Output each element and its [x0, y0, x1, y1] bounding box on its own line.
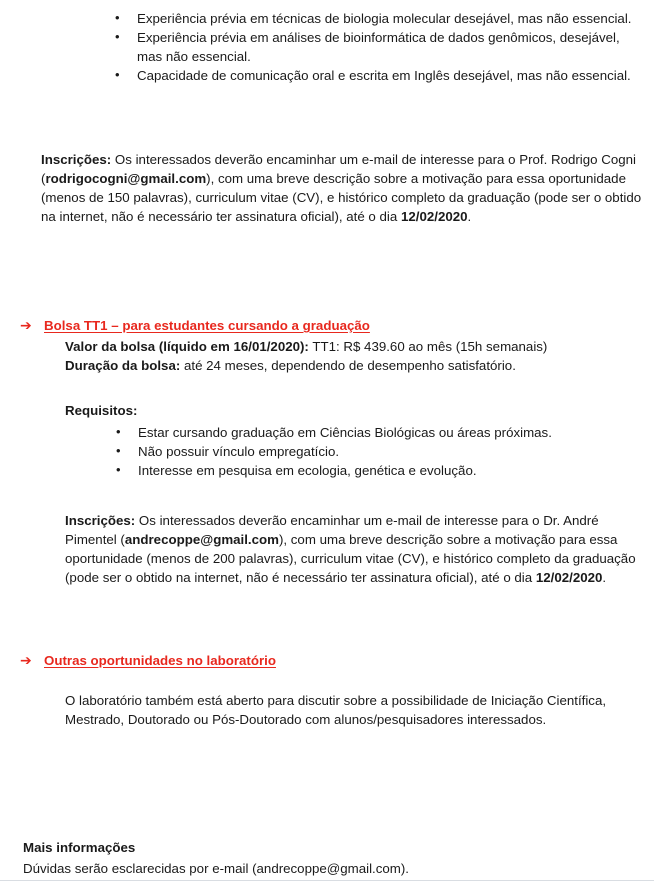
inscricoes-text-end: . — [602, 569, 607, 585]
footer-contact-line: Dúvidas serão esclarecidas por e-mail (andrecoppe@gmail.com). — [23, 861, 409, 876]
right-arrow-icon: ➔ — [20, 318, 32, 334]
inscricoes-text-end: . — [467, 208, 472, 224]
outras-oportunidades-paragraph: O laboratório também está aberto para discutir sobre a possibilidade de Iniciação Científica, Mestrado, Doutorado ou Pós-Doutorado com alunos/pesquisadores interessados. — [65, 693, 607, 727]
list-item-text: Estar cursando graduação em Ciências Biológicas ou áreas próximas. — [138, 425, 552, 440]
inscricoes-text-before-email: Os interessados deverão encaminhar um e-mail de interesse para o Prof. Rodrigo Cogni ( — [41, 152, 636, 186]
footer-title: Mais informações — [23, 840, 136, 855]
deadline-date: 12/02/2020 — [535, 569, 603, 585]
section-heading-label: Outras oportunidades no laboratório — [44, 653, 276, 668]
list-item — [115, 29, 642, 67]
inscricoes-label: Inscrições: — [41, 152, 112, 167]
duracao-da-bolsa-label: Duração da bolsa: — [65, 357, 181, 373]
bolsa-details — [65, 338, 642, 376]
valor-da-bolsa-label: Valor da bolsa (líquido em 16/01/2020): — [65, 339, 309, 354]
deadline-date: 12/02/2020 — [400, 208, 468, 224]
section-heading-outras-oportunidades — [20, 653, 276, 670]
valor-da-bolsa-line — [65, 338, 642, 357]
list-item — [115, 10, 642, 29]
list-item-text: Experiência prévia em análises de bioinformática de dados genômicos, desejável, mas não essencial. — [137, 29, 620, 64]
list-item — [116, 424, 636, 443]
inscricoes-label: Inscrições: — [65, 513, 136, 528]
list-item-text: Experiência prévia em técnicas de biologia molecular desejável, mas não essencial. — [137, 11, 632, 26]
section-heading-bolsa-tt1 — [20, 318, 370, 335]
bottom-divider — [0, 880, 654, 881]
list-item-text: Interesse em pesquisa em ecologia, genética e evolução. — [138, 462, 477, 478]
contact-email: andrecoppe@gmail.com — [124, 531, 279, 547]
inscricoes-paragraph-1 — [41, 151, 642, 227]
list-item-text: Capacidade de comunicação oral e escrita em Inglês desejável, mas não essencial. — [137, 67, 631, 83]
inscricoes-text-after-email: ), com uma breve descrição sobre a motivação para essa oportunidade (menos de 200 palavras), curriculum vitae (CV), e histórico completo da graduação (pode ser o obtido na internet, não é necessário ter assinatura oficial), até o dia — [65, 531, 636, 585]
duracao-da-bolsa-line — [65, 357, 642, 376]
contact-email: rodrigocogni@gmail.com — [45, 170, 207, 186]
top-requirements-list — [115, 10, 642, 86]
list-item — [116, 443, 636, 462]
requisitos-label: Requisitos: — [65, 403, 138, 418]
duracao-da-bolsa-value: até 24 meses, dependendo de desempenho satisfatório. — [180, 357, 516, 373]
requisitos-list — [116, 424, 636, 481]
inscricoes-text-after-email: ), com uma breve descrição sobre a motivação para essa oportunidade (menos de 150 palavras), curriculum vitae (CV), e histórico completo da graduação (pode ser o obtido na internet, não é necessário ter assinatura oficial), até o dia — [41, 170, 642, 224]
inscricoes-text-before-email: Os interessados deverão encaminhar um e-mail de interesse para o Dr. André Pimentel ( — [65, 513, 599, 547]
section-heading-label: Bolsa TT1 – para estudantes cursando a graduação — [44, 318, 370, 333]
valor-da-bolsa-value: TT1: R$ 439.60 ao mês (15h semanais) — [308, 339, 548, 354]
list-item-text: Não possuir vínculo empregatício. — [138, 443, 340, 459]
inscricoes-paragraph-2 — [65, 512, 642, 588]
list-item — [115, 67, 642, 86]
list-item — [116, 462, 636, 481]
right-arrow-icon: ➔ — [20, 653, 32, 669]
